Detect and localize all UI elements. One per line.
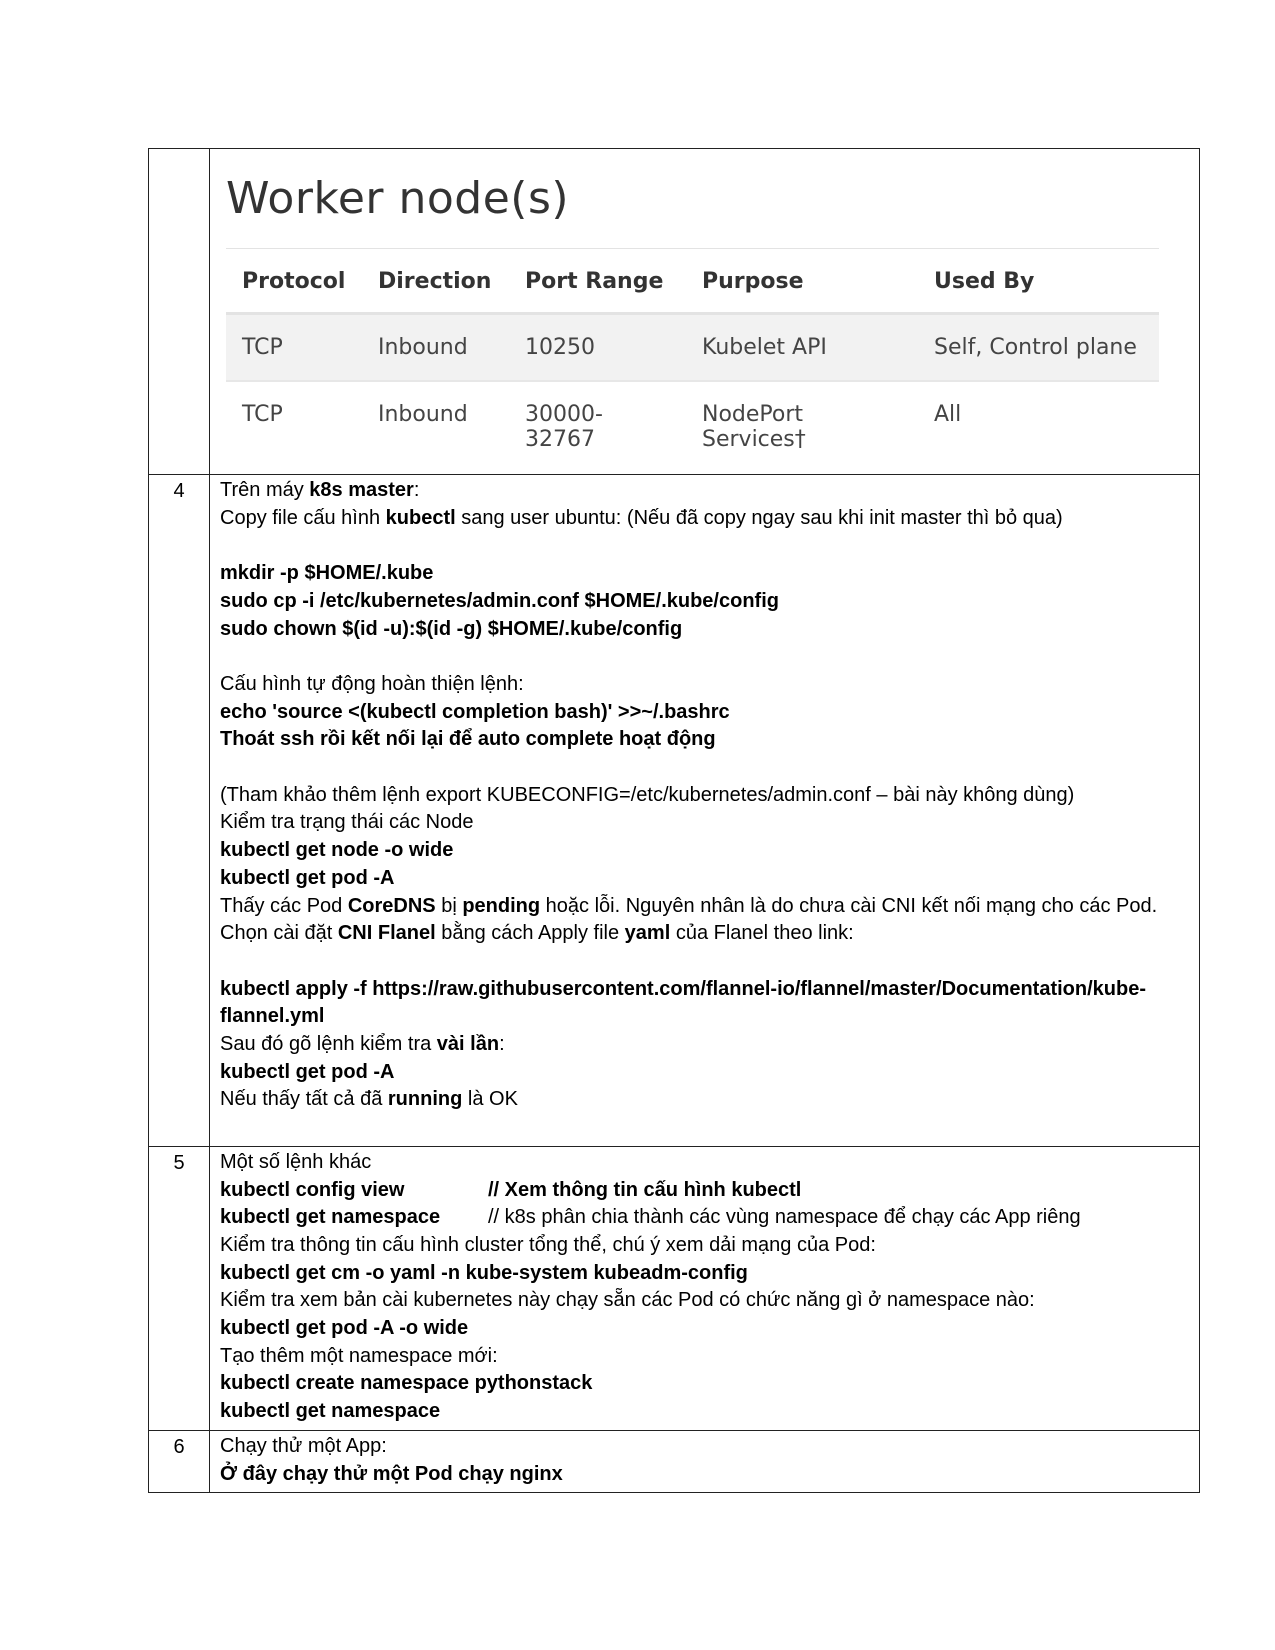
cell-used-by: Self, Control plane xyxy=(918,314,1159,382)
command-line: kubectl get namespace // k8s phân chia thành các vùng namespace để chạy các App riêng xyxy=(220,1206,1081,1229)
header-direction: Direction xyxy=(362,263,509,314)
worker-node-row xyxy=(149,149,1200,475)
text-line: Kiểm tra xem bản cài kubernetes này chạy sẵn các Pod có chức năng gì ở namespace nào: xyxy=(220,1289,1035,1312)
cell-port-range: 10250 xyxy=(509,314,686,382)
command-line: kubectl get cm -o yaml -n kube-system kubeadm-config xyxy=(220,1261,748,1284)
ports-header-row xyxy=(226,263,1159,314)
command-line: kubectl get namespace xyxy=(220,1400,441,1423)
command-line: flannel.yml xyxy=(220,1005,325,1028)
step-5-content xyxy=(210,1146,1200,1430)
header-purpose: Purpose xyxy=(686,263,918,314)
step-4-row xyxy=(149,475,1200,1147)
cell-port-range: 30000-32767 xyxy=(525,402,603,452)
worker-node-image xyxy=(210,149,1199,474)
command-line: kubectl create namespace pythonstack xyxy=(220,1372,593,1395)
step-5-row xyxy=(149,1146,1200,1430)
text-line: Sau đó gõ lệnh kiểm tra vài lần: xyxy=(220,1033,505,1055)
cell-direction: Inbound xyxy=(378,402,468,427)
cell-protocol: TCP xyxy=(242,402,283,427)
step-number: 6 xyxy=(149,1430,210,1492)
command-line: Ở đây chạy thử một Pod chạy nginx xyxy=(220,1462,563,1485)
text-line: Kiểm tra thông tin cấu hình cluster tổng thể, chú ý xem dải mạng của Pod: xyxy=(220,1233,876,1256)
steps-table xyxy=(148,148,1200,1493)
worker-node-title: Worker node(s) xyxy=(226,173,570,224)
header-protocol: Protocol xyxy=(226,263,362,314)
cell-direction: Inbound xyxy=(362,314,509,382)
worker-node-cell xyxy=(210,149,1200,475)
cell-protocol: TCP xyxy=(226,314,362,382)
step-4-content xyxy=(210,475,1200,1147)
command-line: Thoát ssh rồi kết nối lại để auto complete hoạt động xyxy=(220,728,716,751)
cell-used-by: All xyxy=(934,402,962,427)
text-line: Chạy thử một App: xyxy=(220,1434,387,1457)
text-line: Một số lệnh khác xyxy=(220,1150,372,1173)
step-6-row xyxy=(149,1430,1200,1492)
cell-purpose: Kubelet API xyxy=(686,314,918,382)
table-row xyxy=(226,381,1159,472)
text-line: Kiểm tra trạng thái các Node xyxy=(220,811,474,834)
table-row xyxy=(226,314,1159,382)
step-number: 4 xyxy=(149,475,210,1147)
command-line: echo 'source <(kubectl completion bash)' >>~/.bashrc xyxy=(220,700,730,723)
command-line: kubectl apply -f https://raw.githubusercontent.com/flannel-io/flannel/master/Documentation/kube- xyxy=(220,977,1147,1000)
header-used-by: Used By xyxy=(918,263,1159,314)
step-6-content xyxy=(210,1430,1200,1492)
command-line: kubectl get pod -A xyxy=(220,866,395,889)
step-number: 5 xyxy=(149,1146,210,1430)
text-line: Chọn cài đặt CNI Flanel bằng cách Apply file yaml của Flanel theo link: xyxy=(220,922,854,945)
text-line: Copy file cấu hình kubectl sang user ubuntu: (Nếu đã copy ngay sau khi init master thì bỏ qua) xyxy=(220,506,1063,529)
ports-table xyxy=(226,263,1159,472)
divider xyxy=(226,248,1159,249)
text-line: Trên máy k8s master: xyxy=(220,479,420,501)
command-line: kubectl get node -o wide xyxy=(220,839,454,862)
step-number-empty xyxy=(149,149,210,475)
command-line: kubectl get pod -A -o wide xyxy=(220,1317,469,1340)
text-line: Thấy các Pod CoreDNS bị pending hoặc lỗi. Nguyên nhân là do chưa cài CNI kết nối mạng cho các Pod. xyxy=(220,894,1158,917)
command-line: kubectl get pod -A xyxy=(220,1060,395,1083)
cell-purpose: NodePort Services† xyxy=(702,402,806,452)
text-line: Cấu hình tự động hoàn thiện lệnh: xyxy=(220,672,524,695)
command-line: sudo cp -i /etc/kubernetes/admin.conf $HOME/.kube/config xyxy=(220,589,779,612)
text-line: Tạo thêm một namespace mới: xyxy=(220,1344,498,1367)
text-line: (Tham khảo thêm lệnh export KUBECONFIG=/etc/kubernetes/admin.conf – bài này không dùng) xyxy=(220,783,1075,806)
command-line: kubectl config view // Xem thông tin cấu hình kubectl xyxy=(220,1178,802,1201)
command-line: sudo chown $(id -u):$(id -g) $HOME/.kube/config xyxy=(220,617,683,640)
command-line: mkdir -p $HOME/.kube xyxy=(220,562,434,585)
header-port-range: Port Range xyxy=(509,263,686,314)
text-line: Nếu thấy tất cả đã running là OK xyxy=(220,1088,518,1111)
